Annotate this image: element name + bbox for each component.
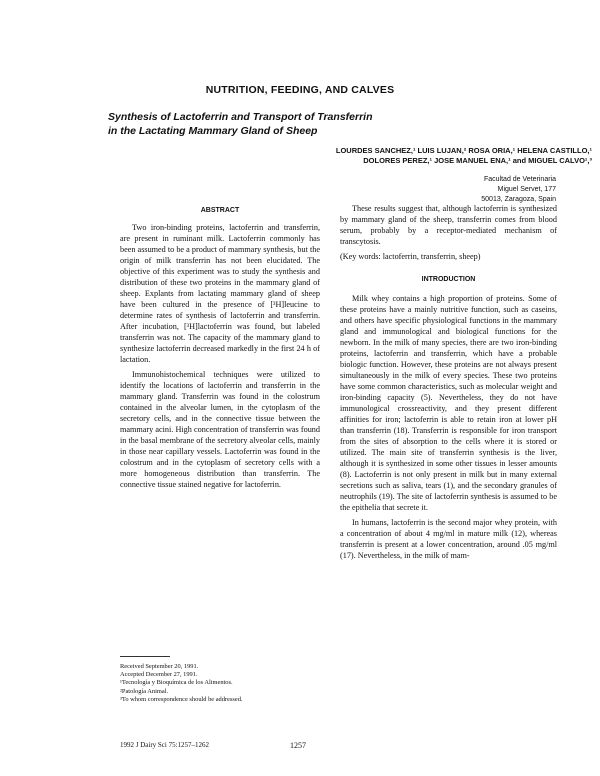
keywords: (Key words: lactoferrin, transferrin, sheep) xyxy=(340,252,481,261)
affiliation-line-2: Miguel Servet, 177 xyxy=(497,186,556,193)
affiliation-line-1: Facultad de Veterinaria xyxy=(484,176,556,183)
footnote-1: ¹Tecnología y Bioquímica de los Alimentos. xyxy=(120,679,233,687)
abstract-paragraph-2: Immunohistochemical techniques were utilized to identify the locations of lactoferrin and transferrin in the mammary gland. Transferrin was found in the colostrum contained in the alveolar lumen, in the cytoplasm of the secretory cells, and in the connective tissue between the mammary acini. High concentration of transferrin was found in the basal membrane of the secretory alveolar cells, mainly in those near capillary vessels. Lactoferrin was found in the colostrum and in the cytoplasm of secretory cells with a more homogeneous distribution than transferrin. The connective tissue stained negative for lactoferrin. xyxy=(120,370,320,489)
section-heading: NUTRITION, FEEDING, AND CALVES xyxy=(205,84,395,96)
introduction-paragraph-2: In humans, lactoferrin is the second major whey protein, with a concentration of about 4 mg/ml in mature milk (12), whereas transferrin is present at a lower concentration, around .05 mg/ml (17). Nevertheless, in the milk of mam- xyxy=(340,518,557,560)
abstract-heading: ABSTRACT xyxy=(200,207,240,214)
footnote-3: ³To whom correspondence should be addressed. xyxy=(120,695,243,703)
received-date: Received September 20, 1991. xyxy=(120,663,199,670)
abstract-left-column xyxy=(120,222,320,490)
introduction-heading: INTRODUCTION xyxy=(421,276,476,283)
title-line-2: in the Lactating Mammary Gland of Sheep xyxy=(108,125,318,137)
footnotes xyxy=(120,656,320,704)
affiliation-line-3: 50013, Zaragoza, Spain xyxy=(481,196,556,203)
authors-line-1: LOURDES SANCHEZ,¹ LUIS LUJAN,² ROSA ORIA,¹ HELENA CASTILLO,¹ xyxy=(335,146,592,155)
introduction-paragraph-1: Milk whey contains a high proportion of proteins. Some of these proteins have a mainly nutritive function, such as caseins, and others have specific physiological functions in the mammary gland and immunological and biological functions for the newborn. In the milk of many species, there are two iron-binding proteins, lactoferrin and transferrin, which have a probable biologic function. However, these proteins are not always present simultaneously in the milk of every species. These two proteins have some common characteristics, such as molecular weight and iron-binding capacity (5). Nevertheless, they do not have immunological crossreactivity, and they present different affinities for iron; lactoferrin is able to retain iron at lower pH than transferrin (18). Transferrin is responsible for iron transport from the sites of absorption to the cells where it is stored or utilized. The main site of transferrin synthesis is the liver, although it is synthesized in some other tissues in lesser amounts (8). Lactoferrin is not only present in milk but in many external secretions such as saliva, tears (1), and the secondary granules of neutrophils (19). The site of lactoferrin synthesis is assumed to be the epithelia that secrete it. xyxy=(340,294,557,512)
page-number: 1257 xyxy=(290,741,306,750)
abstract-paragraph-1: Two iron-binding proteins, lactoferrin and transferrin, are present in ruminant milk. Lactoferrin commonly has been assumed to be a product of mammary synthesis, but the origin of milk transferrin has not been elucidated. The objective of this experiment was to study the synthesis and distribution of these two proteins in the mammary gland of sheep. Explants from lactating mammary gland of sheep have been cultured in the presence of [³H]leucine to determine rates of synthesis of lactoferrin and transferrin. After incubation, [³H]lactoferrin was found, but labeled transferrin was not. The capacity of the mammary gland to synthesize lactoferrin decreased markedly in the first 24 h of lactation. xyxy=(120,223,320,364)
journal-citation: 1992 J Dairy Sci 75:1257–1262 xyxy=(120,741,210,749)
article-title xyxy=(108,110,508,138)
title-line-1: Synthesis of Lactoferrin and Transport of Transferrin xyxy=(108,111,373,123)
right-column xyxy=(340,203,557,561)
authors-line-2: DOLORES PEREZ,¹ JOSE MANUEL ENA,¹ and MIGUEL CALVO¹,³ xyxy=(363,156,592,165)
affiliation xyxy=(380,175,556,205)
footnote-2: ²Patología Animal. xyxy=(120,687,169,695)
accepted-date: Accepted December 27, 1991. xyxy=(120,671,198,679)
author-list xyxy=(190,146,592,166)
abstract-paragraph-3: These results suggest that, although lactoferrin is synthesized by mammary gland of the sheep, transferrin comes from blood serum, probably by a receptor-mediated mechanism of transcytosis. xyxy=(340,204,557,246)
footnote-divider xyxy=(120,656,170,657)
